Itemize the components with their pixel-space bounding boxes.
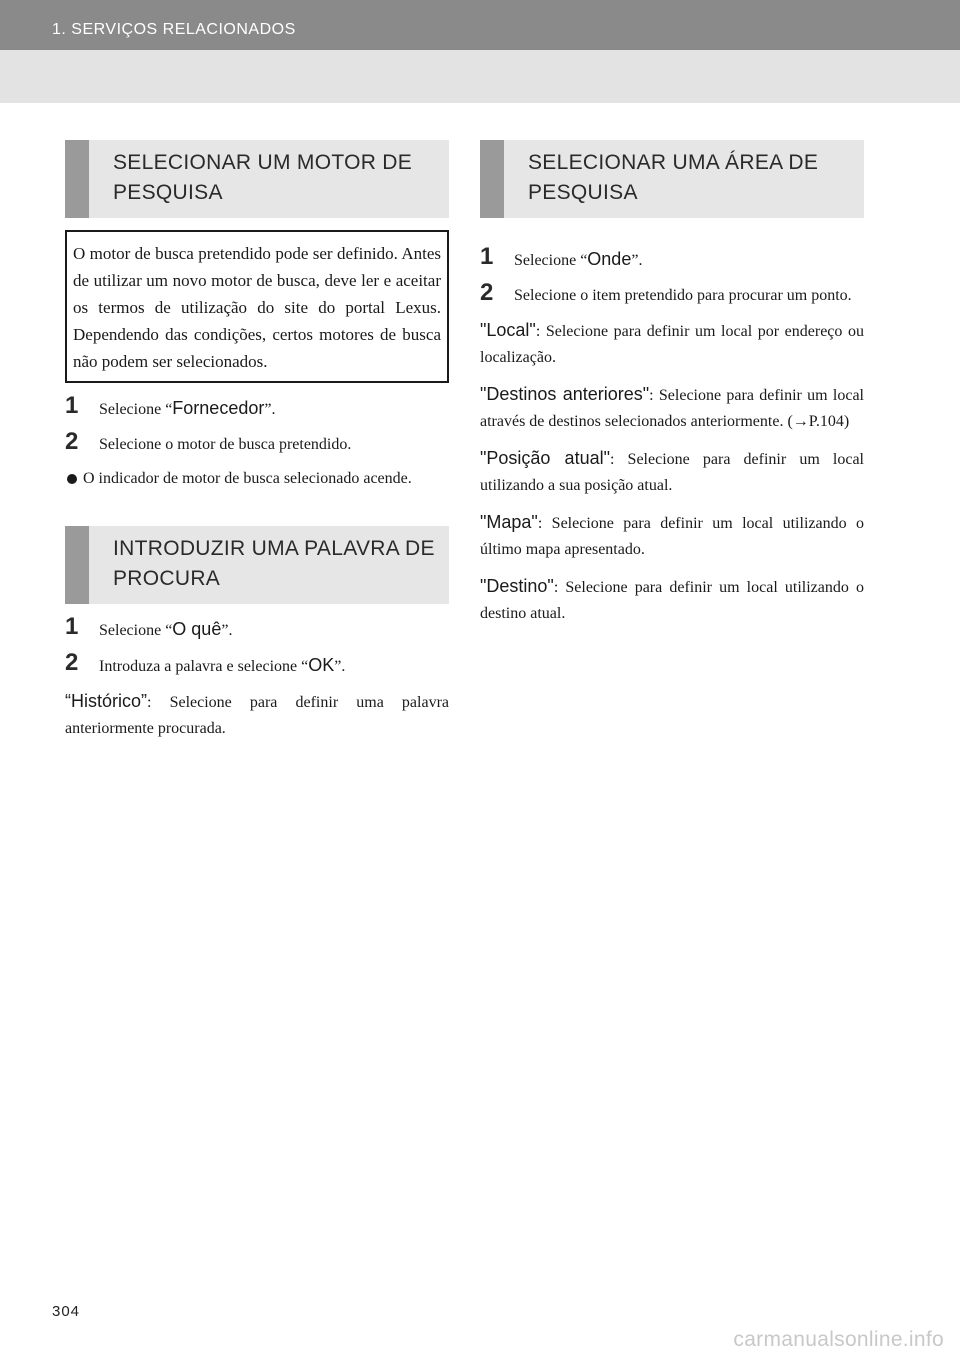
step-text-pre: Selecione “ [514, 252, 588, 269]
definition-text: : Selecione para definir um local utilizando o último mapa apresentado. [480, 515, 864, 558]
step-text-pre: Selecione “ [99, 622, 173, 639]
right-column [480, 140, 864, 637]
definition-historico [65, 688, 449, 742]
step-text-pre: Selecione “ [99, 401, 173, 418]
bullet-dot-icon [67, 474, 77, 484]
step-text-pre: Introduza a palavra e selecione “ [99, 658, 309, 675]
step-number: 2 [480, 279, 494, 306]
step-2-enter-word [65, 649, 449, 680]
definition-term: "Destinos anteriores" [480, 384, 650, 404]
step-number: 1 [65, 613, 79, 640]
step-text-post: ”. [264, 401, 276, 418]
step-2-select-engine [65, 428, 449, 458]
definition-destinos-anteriores [480, 381, 864, 435]
step-1-provider [65, 392, 449, 423]
section-title: SELECIONAR UM MOTOR DE PESQUISA [113, 151, 413, 204]
button-name-ok: OK [308, 655, 335, 675]
definition-text: : Selecione para definir um local utilizando a sua posição atual. [480, 451, 864, 494]
heading-tab [65, 526, 89, 604]
definition-text: : Selecione para definir uma palavra anteriormente procurada. [65, 694, 449, 737]
step-text: Selecione o motor de busca pretendido. [99, 436, 352, 453]
definition-term: "Destino" [480, 576, 554, 596]
heading-tab [480, 140, 504, 218]
definition-mapa [480, 509, 864, 563]
definition-term: "Mapa" [480, 512, 538, 532]
bullet-note [65, 466, 449, 492]
step-text: Selecione o item pretendido para procurar um ponto. [514, 287, 852, 304]
chapter-header-bar [0, 0, 960, 50]
step-1-what [65, 613, 449, 644]
heading-tab [65, 140, 89, 218]
section-heading-search-word [65, 526, 449, 604]
page-number: 304 [52, 1303, 81, 1320]
definition-term: "Posição atual" [480, 448, 610, 468]
step-2-select-item [480, 279, 864, 309]
step-number: 1 [480, 243, 494, 270]
chapter-title: 1. SERVIÇOS RELACIONADOS [52, 21, 296, 38]
definition-posicao-atual [480, 445, 864, 499]
section-title: INTRODUZIR UMA PALAVRA DE PROCURA [113, 537, 435, 590]
section-title: SELECIONAR UMA ÁREA DE PESQUISA [528, 151, 819, 204]
step-text-post: ”. [631, 252, 643, 269]
button-name-onde: Onde [587, 249, 632, 269]
step-number: 1 [65, 392, 79, 419]
definition-text: : Selecione para definir um local utilizando o destino atual. [480, 579, 864, 622]
definition-term: "Local" [480, 320, 536, 340]
section-heading-search-area [480, 140, 864, 218]
step-number: 2 [65, 649, 79, 676]
definition-text: : Selecione para definir um local através de destinos selecionados anteriormente. (→P.104) [480, 387, 864, 430]
button-name-o-que: O quê [172, 619, 222, 639]
watermark: carmanualsonline.info [733, 1328, 944, 1351]
section-heading-search-engine [65, 140, 449, 218]
step-text-post: ”. [334, 658, 346, 675]
bullet-text: O indicador de motor de busca selecionado acende. [83, 470, 412, 487]
header-sub-bar [0, 50, 960, 103]
step-text-post: ”. [221, 622, 233, 639]
definition-text: : Selecione para definir um local por endereço ou localização. [480, 323, 864, 366]
left-column [65, 140, 449, 752]
intro-note-box: O motor de busca pretendido pode ser definido. Antes de utilizar um novo motor de busca, deve ler e aceitar os termos de utilização do site do portal Lexus. Dependendo das condições, certos motores de busca não podem ser selecionados. [65, 230, 449, 383]
step-number: 2 [65, 428, 79, 455]
definition-local [480, 317, 864, 371]
step-1-where [480, 243, 864, 274]
button-name-fornecedor: Fornecedor [172, 398, 265, 418]
definition-destino [480, 573, 864, 627]
definition-term: “Histórico” [65, 691, 148, 711]
